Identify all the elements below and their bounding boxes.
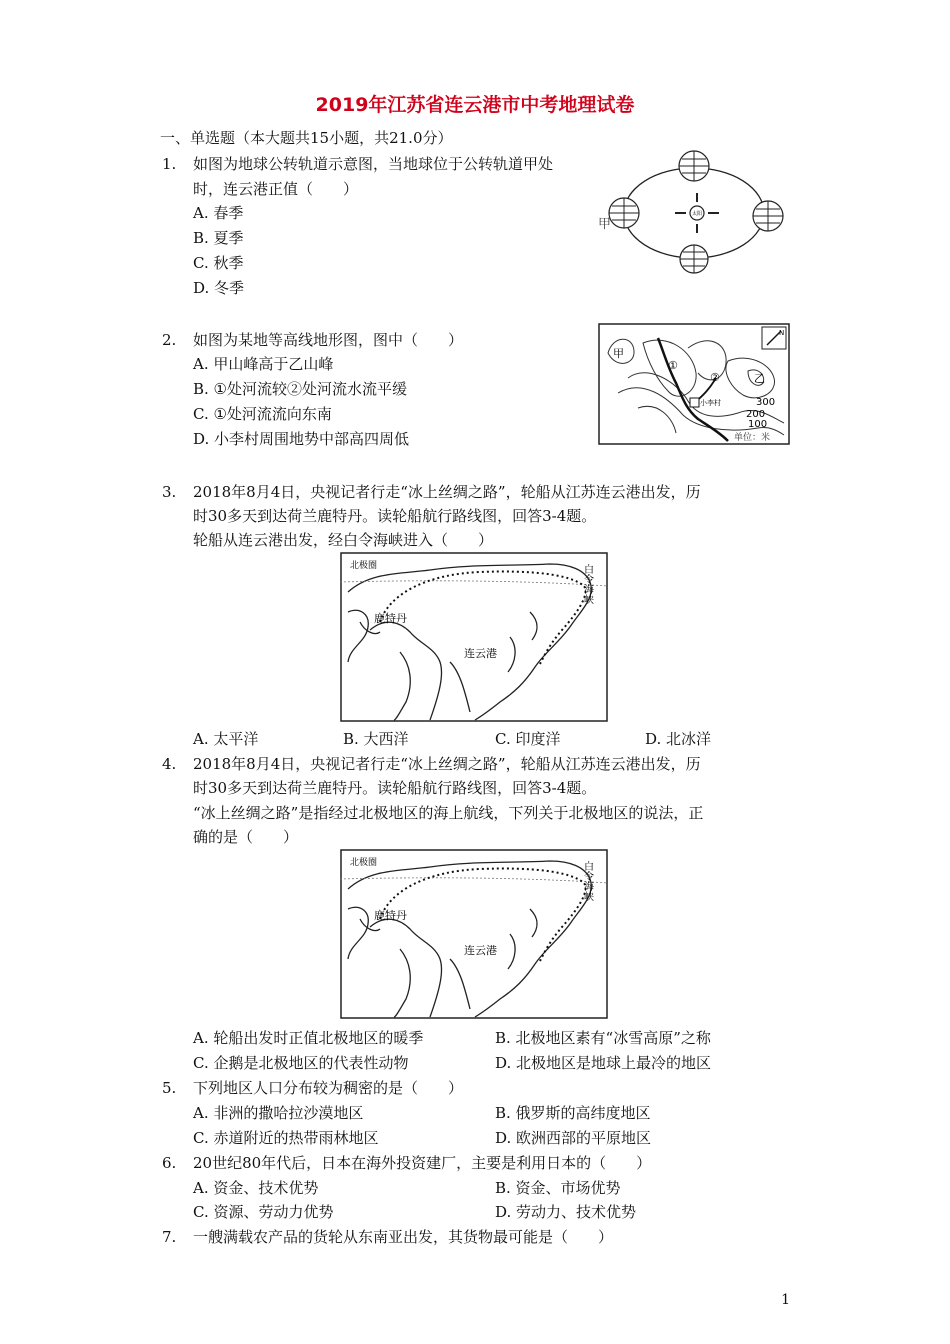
q4-stem-line4: 确的是（ ）: [193, 828, 299, 846]
q2-option-b[interactable]: B. ①处河流较②处河流水流平缓: [193, 380, 408, 398]
route-map-q4: [340, 849, 608, 1019]
route-map-q3: [340, 552, 608, 722]
q1-option-a[interactable]: A. 春季: [193, 204, 244, 222]
q6-option-c[interactable]: C. 资源、劳动力优势: [193, 1203, 334, 1221]
q3-option-c[interactable]: C. 印度洋: [495, 730, 561, 748]
village-label: 小李村: [700, 399, 721, 407]
bering-strait-label: 白令海峡: [581, 564, 593, 604]
sun-label: 太阳: [691, 211, 703, 217]
q3-stem-line3: 轮船从连云港出发，经白令海峡进入（ ）: [193, 531, 494, 549]
lianyungang-label: 连云港: [464, 647, 497, 660]
q1-option-c[interactable]: C. 秋季: [193, 254, 244, 272]
bering-strait-label-2: 白令海峡: [581, 861, 593, 901]
q2-option-a[interactable]: A. 甲山峰高于乙山峰: [193, 355, 334, 373]
contour-300: 300: [756, 397, 776, 408]
q3-number: 3.: [162, 483, 177, 501]
q7-stem: 一艘满载农产品的货轮从东南亚出发，其货物最可能是（ ）: [193, 1228, 614, 1246]
q2-number: 2.: [162, 331, 177, 349]
q4-option-d[interactable]: D. 北极地区是地球上最冷的地区: [495, 1054, 712, 1072]
q5-option-d[interactable]: D. 欧洲西部的平原地区: [495, 1129, 652, 1147]
peak-jia-label: 甲: [613, 347, 624, 360]
q6-option-d[interactable]: D. 劳动力、技术优势: [495, 1203, 637, 1221]
q3-option-a[interactable]: A. 太平洋: [193, 730, 259, 748]
q5-stem: 下列地区人口分布较为稠密的是（ ）: [193, 1079, 464, 1097]
exam-title: 2019年江苏省连云港市中考地理试卷: [315, 94, 635, 116]
q3-option-d[interactable]: D. 北冰洋: [645, 730, 712, 748]
q1-option-b[interactable]: B. 夏季: [193, 229, 244, 247]
lianyungang-label-2: 连云港: [464, 944, 497, 957]
q4-number: 4.: [162, 755, 177, 773]
q6-number: 6.: [162, 1154, 177, 1172]
contour-200: 200: [746, 409, 766, 420]
arctic-circle-label-2: 北极圈: [350, 858, 378, 868]
river-point-2: ②: [710, 371, 720, 384]
q7-number: 7.: [162, 1228, 177, 1246]
q5-option-b[interactable]: B. 俄罗斯的高纬度地区: [495, 1104, 651, 1122]
q4-stem-line2: 时30多天到达荷兰鹿特丹。读轮船航行路线图，回答3-4题。: [193, 779, 597, 797]
q3-stem-line2: 时30多天到达荷兰鹿特丹。读轮船航行路线图，回答3-4题。: [193, 507, 597, 525]
page-number: 1: [781, 1292, 790, 1308]
q1-stem-line2: 时，连云港正值（ ）: [193, 180, 359, 198]
orbit-jia-label: 甲: [598, 217, 612, 232]
q4-option-a[interactable]: A. 轮船出发时正值北极地区的暖季: [193, 1029, 424, 1047]
q3-option-b[interactable]: B. 大西洋: [343, 730, 409, 748]
unit-label: 单位：米: [734, 433, 771, 443]
river-point-1: ①: [668, 359, 678, 372]
q4-stem-line3: “冰上丝绸之路”是指经过北极地区的海上航线，下列关于北极地区的说法，正: [193, 804, 704, 822]
contour-map: [598, 323, 790, 445]
q3-stem-line1: 2018年8月4日，央视记者行走“冰上丝绸之路”，轮船从江苏连云港出发，历: [193, 483, 701, 501]
rotterdam-label-2: 鹿特丹: [374, 909, 407, 922]
contour-100: 100: [748, 419, 768, 430]
q5-option-c[interactable]: C. 赤道附近的热带雨林地区: [193, 1129, 379, 1147]
q2-stem: 如图为某地等高线地形图，图中（ ）: [193, 331, 464, 349]
q5-option-a[interactable]: A. 非洲的撒哈拉沙漠地区: [193, 1104, 364, 1122]
q2-option-c[interactable]: C. ①处河流流向东南: [193, 405, 332, 423]
q4-stem-line1: 2018年8月4日，央视记者行走“冰上丝绸之路”，轮船从江苏连云港出发，历: [193, 755, 701, 773]
q1-number: 1.: [162, 155, 177, 173]
q6-stem: 20世纪80年代后，日本在海外投资建厂，主要是利用日本的（ ）: [193, 1154, 652, 1172]
q1-option-d[interactable]: D. 冬季: [193, 279, 245, 297]
peak-yi-label: 乙: [754, 372, 765, 385]
arctic-circle-label: 北极圈: [350, 561, 378, 571]
q4-option-b[interactable]: B. 北极地区素有“冰雪高原”之称: [495, 1029, 711, 1047]
q6-option-a[interactable]: A. 资金、技术优势: [193, 1179, 319, 1197]
q5-number: 5.: [162, 1079, 177, 1097]
earth-orbit-diagram: [594, 146, 794, 274]
q2-option-d[interactable]: D. 小李村周围地势中部高四周低: [193, 430, 410, 448]
q4-option-c[interactable]: C. 企鹅是北极地区的代表性动物: [193, 1054, 409, 1072]
q1-stem-line1: 如图为地球公转轨道示意图，当地球位于公转轨道甲处: [193, 155, 554, 173]
q6-option-b[interactable]: B. 资金、市场优势: [495, 1179, 621, 1197]
section-heading: 一、单选题（本大题共15小题，共21.0分）: [160, 129, 453, 147]
north-label: N: [779, 329, 785, 337]
rotterdam-label: 鹿特丹: [374, 612, 407, 625]
